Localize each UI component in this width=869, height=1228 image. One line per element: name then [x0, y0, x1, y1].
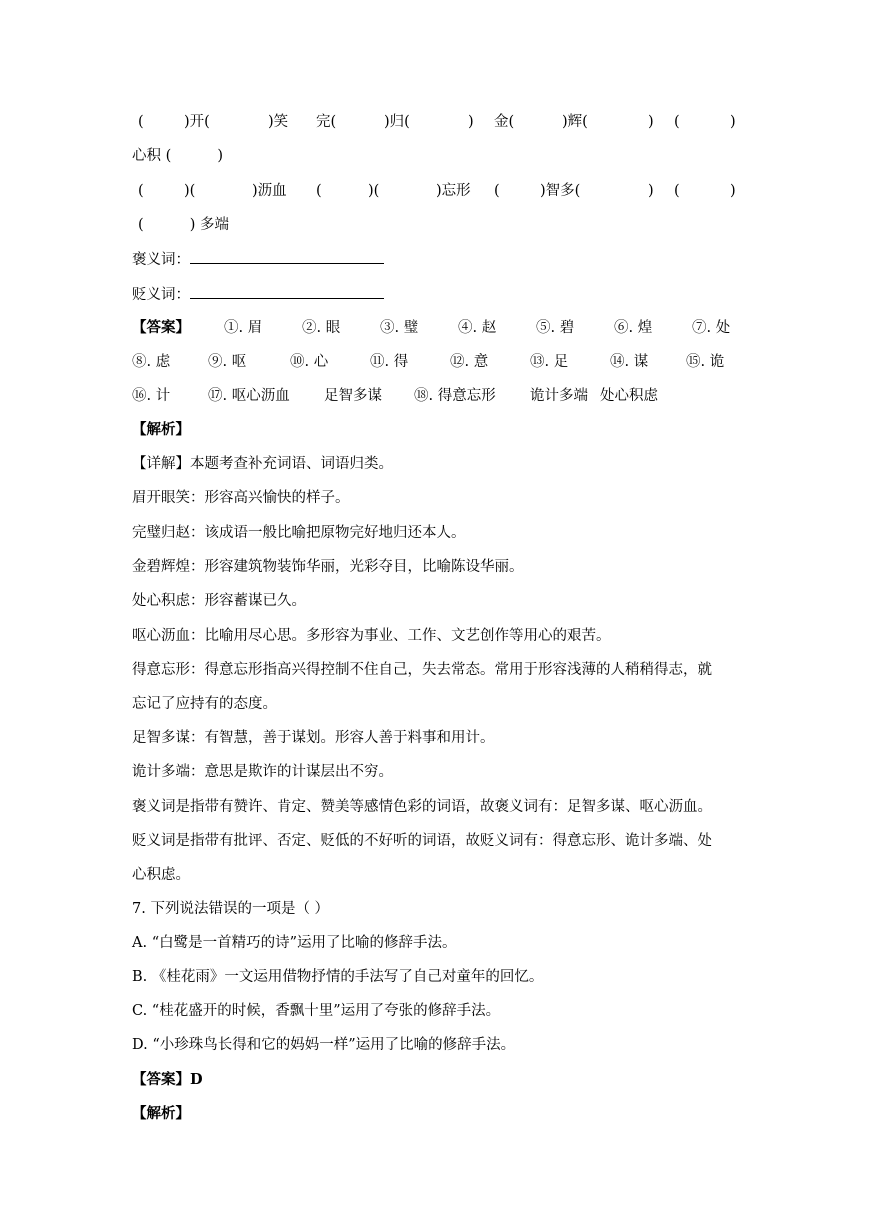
fill-row-2: 心积 ( ) — [132, 148, 224, 164]
question-7-stem: 7. 下列说法错误的一项是（ ） — [132, 901, 330, 917]
derog-blank — [190, 284, 384, 299]
detail-line: 【详解】本题考查补充词语、词语归类。 — [132, 456, 393, 472]
fill-row-3-seg: )( — [184, 183, 196, 199]
answer-item: ⑤. 碧 — [536, 320, 575, 336]
answer-item: ⑥. 煌 — [614, 320, 653, 336]
fill-row-1-seg: 完( — [316, 114, 337, 130]
answer-item: 处心积虑 — [600, 388, 658, 404]
fill-row-4: ( ) 多端 — [138, 217, 230, 233]
detail-line: 完璧归赵：该成语一般比喻把原物完好地归还本人。 — [132, 525, 466, 541]
fill-row-1-seg: ) — [730, 114, 736, 130]
fill-row-3-seg: )智多( — [540, 183, 581, 199]
analysis-tag: 【解析】 — [132, 421, 190, 438]
detail-line: 眉开眼笑：形容高兴愉快的样子。 — [132, 490, 350, 506]
detail-line: 金碧辉煌：形容建筑物装饰华丽，光彩夺目，比喻陈设华丽。 — [132, 559, 524, 575]
praise-blank — [190, 249, 384, 264]
detail-line: 足智多谋：有智慧，善于谋划。形容人善于料事和用计。 — [132, 730, 495, 746]
fill-row-3-seg: ) — [730, 183, 736, 199]
detail-line: 得意忘形：得意忘形指高兴得控制不住自己，失去常态。常用于形容浅薄的人稍稍得志，就 — [132, 662, 712, 678]
praise-line — [132, 249, 384, 270]
fill-row-3-seg: ( — [674, 183, 680, 199]
fill-row-1-seg: )归( — [384, 114, 410, 130]
detail-line: 处心积虑：形容蓄谋已久。 — [132, 593, 306, 609]
answer-item: ③. 璧 — [380, 320, 419, 336]
question-7-option-b: B. 《桂花雨》一文运用借物抒情的手法写了自己对童年的回忆。 — [132, 969, 544, 985]
answer-item: ⑪. 得 — [370, 354, 409, 370]
derog-line — [132, 284, 384, 305]
fill-row-3-seg: ) — [648, 183, 654, 199]
answer-item: ⑰. 呕心沥血 — [208, 388, 290, 404]
detail-line: 褒义词是指带有赞许、肯定、赞美等感情色彩的词语，故褒义词有：足智多谋、呕心沥血。 — [132, 799, 712, 815]
answer-item: ⑩. 心 — [290, 354, 329, 370]
fill-row-3-seg: )忘形 — [436, 183, 471, 199]
answer-item: ⑧. 虑 — [132, 354, 171, 370]
answer-item: ⑱. 得意忘形 — [414, 388, 496, 404]
fill-row-3-seg: ( — [316, 183, 322, 199]
answer-item: 足智多谋 — [324, 388, 382, 404]
answer-item: ⑮. 诡 — [686, 354, 725, 370]
fill-row-1-seg: )开( — [184, 114, 210, 130]
fill-row-3-seg: ( — [494, 183, 500, 199]
question-7-option-c: C. “桂花盛开的时候，香飘十里”运用了夸张的修辞手法。 — [132, 1003, 501, 1019]
answer-item: ①. 眉 — [224, 320, 263, 336]
praise-label: 褒义词： — [132, 252, 190, 268]
answer-item: ⑬. 足 — [530, 354, 569, 370]
fill-row-3-seg: )( — [368, 183, 380, 199]
derog-label: 贬义词： — [132, 287, 190, 303]
detail-line: 忘记了应持有的态度。 — [132, 696, 277, 712]
detail-line: 诡计多端：意思是欺诈的计谋层出不穷。 — [132, 764, 393, 780]
answer-tag: 【答案】 — [132, 319, 190, 336]
fill-row-1-seg: )辉( — [562, 114, 588, 130]
question-7-option-d: D. “小珍珠鸟长得和它的妈妈一样”运用了比喻的修辞手法。 — [132, 1037, 516, 1053]
question-7-answer: 【答案】D — [132, 1071, 203, 1088]
detail-line: 贬义词是指带有批评、否定、贬低的不好听的词语，故贬义词有：得意忘形、诡计多端、处 — [132, 833, 712, 849]
question-7-analysis: 【解析】 — [132, 1105, 190, 1122]
fill-row-1-seg: ( — [138, 114, 144, 130]
answer-item: ②. 眼 — [302, 320, 341, 336]
answer-item: ④. 赵 — [458, 320, 497, 336]
fill-row-1-seg: )笑 — [268, 114, 289, 130]
fill-row-1-seg: ) — [468, 114, 474, 130]
fill-row-1-seg: ( — [674, 114, 680, 130]
answer-item: 诡计多端 — [530, 388, 588, 404]
answer-item: ⑨. 呕 — [208, 354, 247, 370]
fill-row-3-seg: ( — [138, 183, 144, 199]
detail-line: 心积虑。 — [132, 867, 190, 883]
fill-row-1-seg: ) — [648, 114, 654, 130]
answer-item: ⑭. 谋 — [610, 354, 649, 370]
fill-row-1-seg: 金( — [494, 114, 515, 130]
answer-item: ⑯. 计 — [132, 388, 171, 404]
fill-row-3-seg: )沥血 — [252, 183, 287, 199]
answer-item: ⑫. 意 — [450, 354, 489, 370]
question-7-option-a: A. “白鹭是一首精巧的诗”运用了比喻的修辞手法。 — [132, 935, 457, 951]
answer-item: ⑦. 处 — [692, 320, 731, 336]
detail-line: 呕心沥血：比喻用尽心思。多形容为事业、工作、文艺创作等用心的艰苦。 — [132, 628, 611, 644]
